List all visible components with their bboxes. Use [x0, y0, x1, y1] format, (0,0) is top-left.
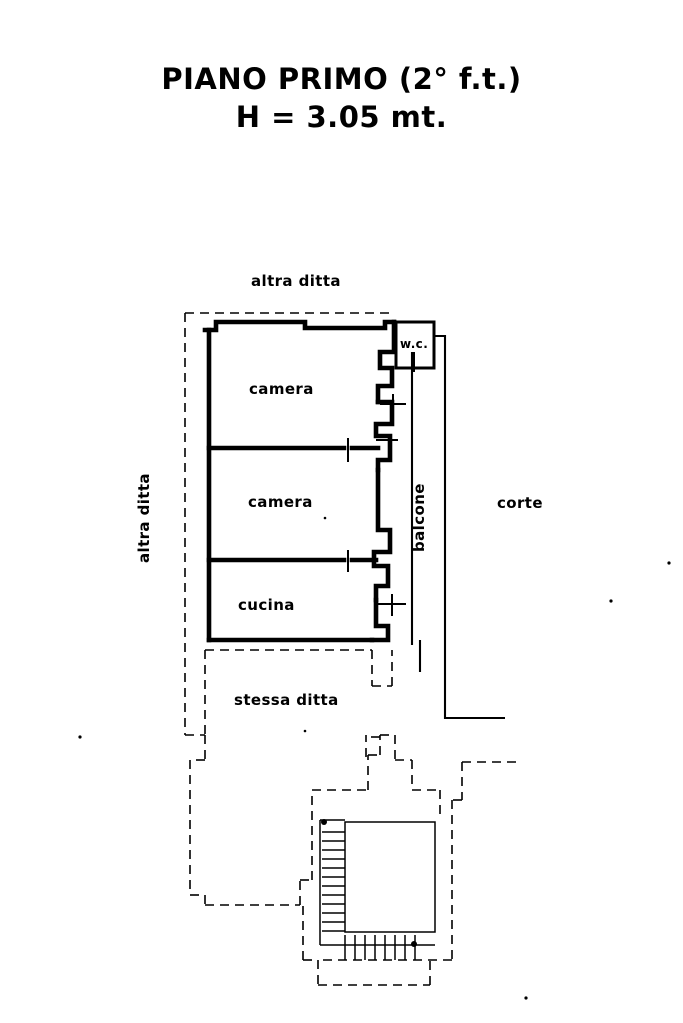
label-room-camera-2: camera [248, 493, 313, 511]
label-corte: corte [497, 494, 543, 512]
opening-tick-marks [348, 352, 414, 616]
label-altra-ditta-top: altra ditta [251, 272, 341, 290]
page-subtitle: H = 3.05 mt. [235, 100, 448, 135]
label-room-wc: w.c. [400, 337, 429, 351]
staircase-direction-markers [321, 819, 417, 947]
staircase [320, 820, 435, 960]
label-room-cucina: cucina [238, 596, 295, 614]
page-title: PIANO PRIMO (2° f.t.) [161, 62, 522, 96]
label-altra-ditta-left: altra ditta [135, 473, 153, 563]
property-boundary-dashed [185, 313, 520, 985]
label-balcone: balcone [410, 483, 428, 552]
label-room-camera-1: camera [249, 380, 314, 398]
label-stessa-ditta: stessa ditta [234, 691, 339, 709]
apartment-walls [205, 322, 394, 640]
